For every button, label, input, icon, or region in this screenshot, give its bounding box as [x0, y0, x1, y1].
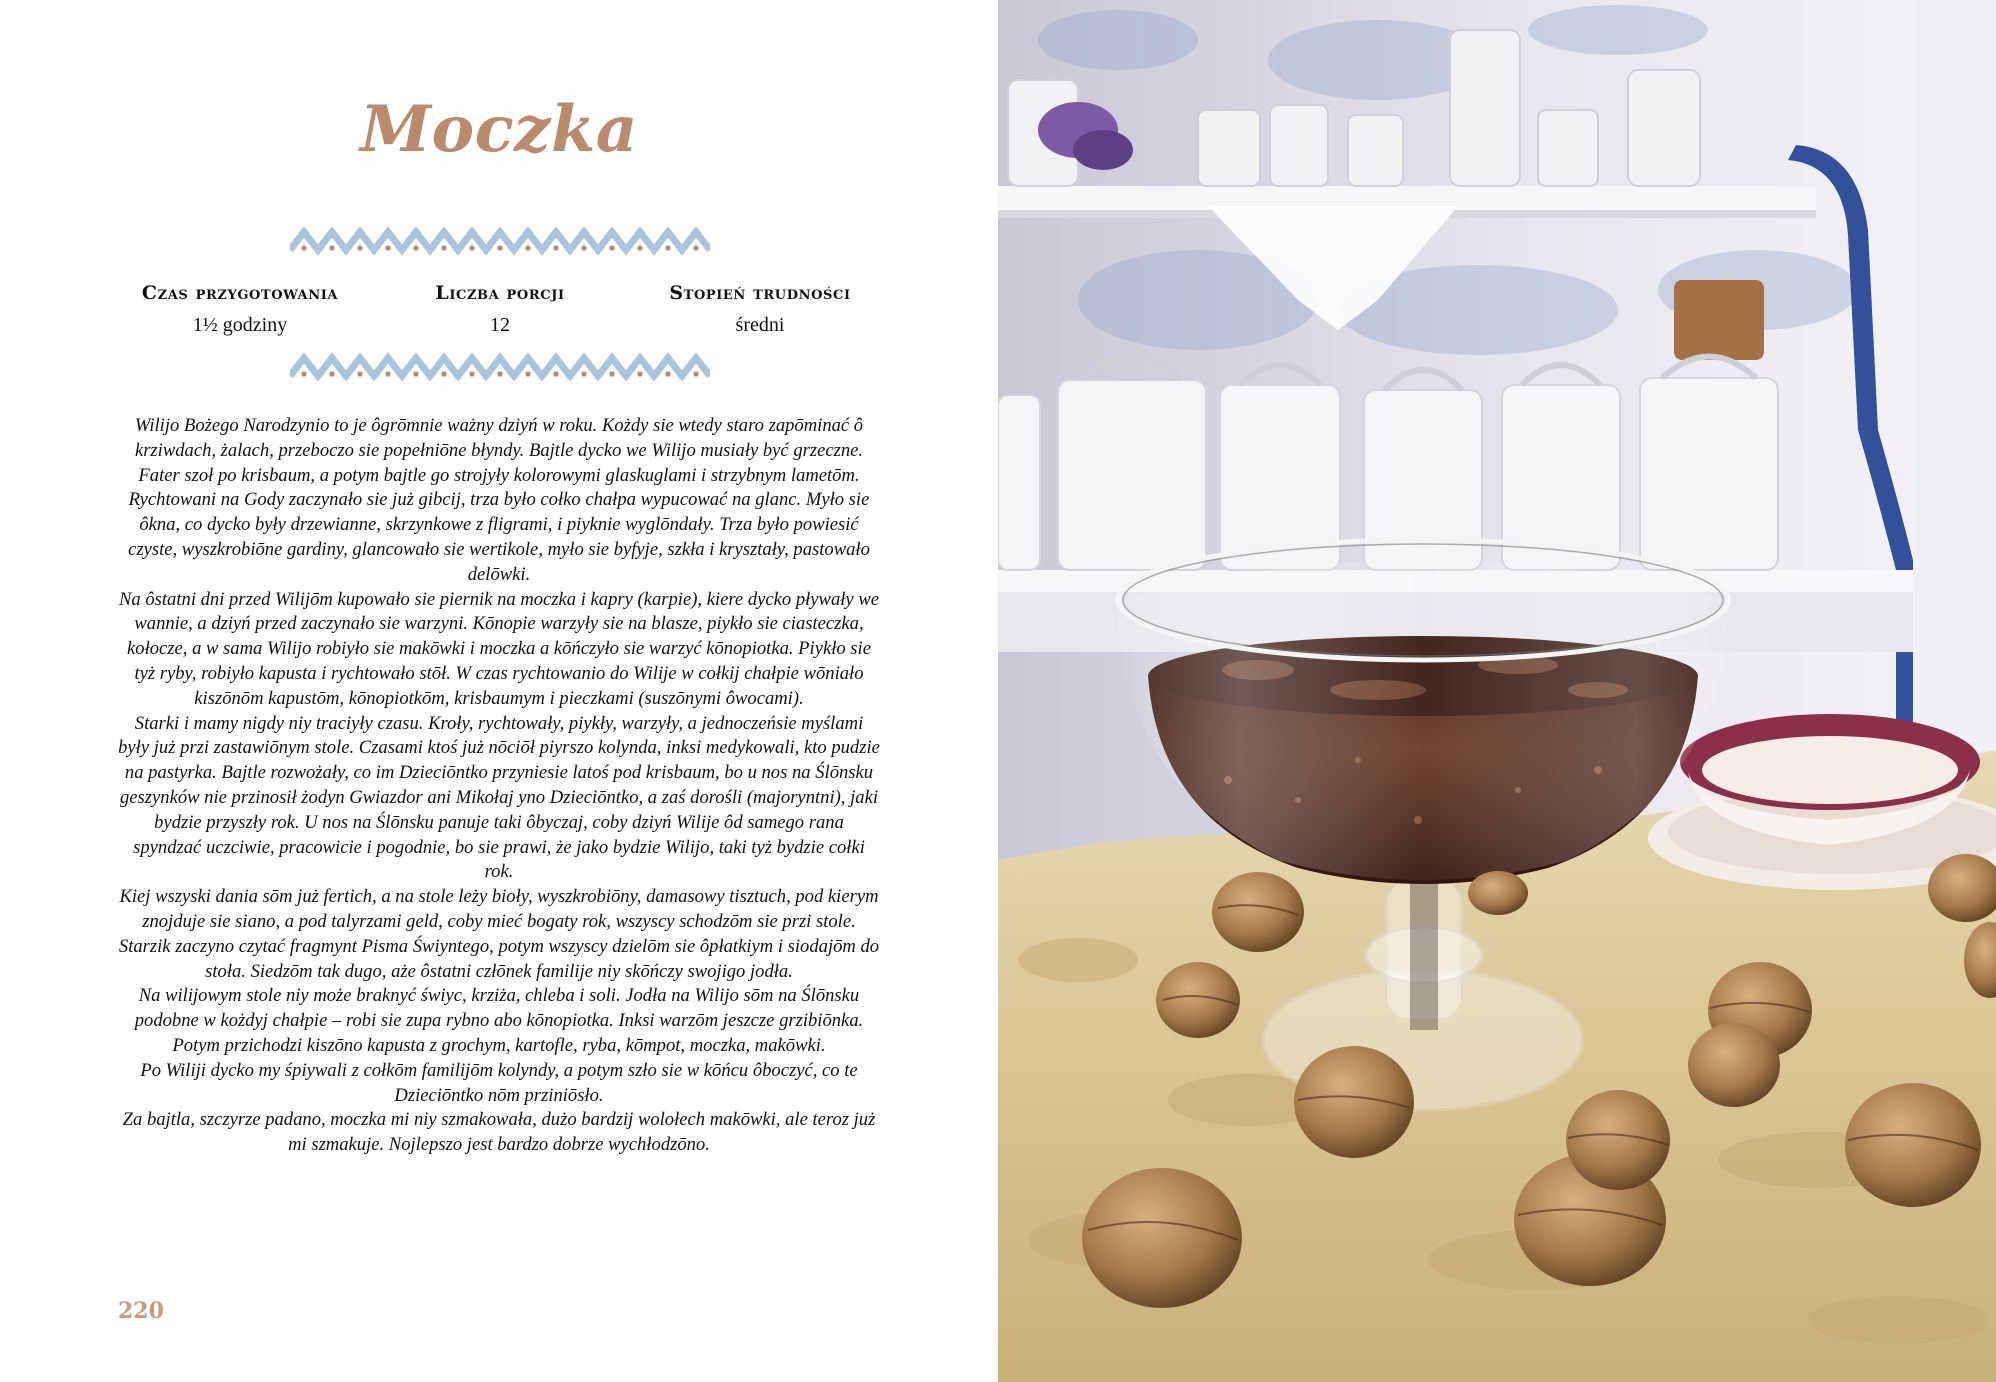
recipe-meta — [110, 282, 890, 337]
food-photo-icon — [998, 0, 1996, 1382]
recipe-title: Moczka — [360, 92, 638, 167]
story-paragraph: Kiej wszyski dania sōm już fertich, a na stole leży bioły, wyszkrobiōny, damasowy tisztuch, pod kierym znojduje sie siano, a pod talyrzami geld, coby mieć bogaty rok, wszyscy schodzōm sie przi stole. Starzik zaczyno czytać fragmynt Pisma Świyntego, potym wszyscy dzielōm sie ôpłatkiym i siodajōm do stoła. Siedzōm tak dugo, aże ôstatni człōnek familije niy skōńczy swojigo jodła. — [118, 886, 880, 982]
difficulty-label: Stopień trudności — [669, 282, 851, 304]
servings-value: 12 — [490, 314, 510, 336]
story-paragraph: Na wilijowym stole niy może braknyć świyc, krziża, chleba i soli. Jodła na Wilijo sōm na Ślōnsku podobne w kożdyj chałpie – robi sie zupa rybno abo kōnopiotka. Inksi warzōm jeszcze grzibiōnka. Potym przichodzi kiszōno kapusta z grochym, kartofle, ryba, kōmpot, moczka, makōwki. — [134, 985, 864, 1056]
difficulty — [630, 282, 890, 337]
servings-label: Liczba porcji — [435, 282, 565, 304]
prep-time-value: 1½ godziny — [192, 314, 288, 336]
prep-time — [110, 282, 370, 337]
story-paragraph: Starki i mamy nigdy niy traciyły czasu. Kroły, rychtowały, piykły, warzyły, a jednoczeńsie myślami były już przi zastawiōnym stole. Czasami ktoś już nōciōł piyrszo kolynda, inksi medykowali, kto pudzie na pastyrka. Bajtle rozwożały, co im Dzieciōntko przyniesie latoś pod krisbaum, bo u nos na Ślōnsku geszynków nie przinosił żodyn Gwiazdor ani Mikołaj yno Dzieciōntko, a zaś dorośli (majoryntni), jaki bydzie przyszły rok. U nos na Ślōnsku panuje taki ôbyczaj, coby dziyń Wilije ôd samego rana spyndzać uczciwie, pracowicie i pogodnie, bo sie prawi, że jako bydzie Wilijo, taki tyż bydzie cołki rok. — [118, 712, 880, 883]
right-page-photo — [998, 0, 1996, 1382]
zigzag-ornament-bottom-icon — [290, 350, 710, 382]
page-number: 220 — [118, 1298, 164, 1324]
prep-time-label: Czas przygotowania — [141, 282, 339, 304]
recipe-story — [118, 414, 880, 1158]
story-paragraph: Na ôstatni dni przed Wilijōm kupowało sie piernik na moczka i kapry (karpie), kiere dycko pływały we wannie, a dziyń przed zaczynało sie warzyni. Kōnopie warzyły sie na blasze, piykło sie ciasteczka, kołocze, a w sama Wilijo robiyło sie makōwki i moczka a kōńczyło sie warzyć kōnopiotka. Piykło sie tyż ryby, robiyło kapusta i rychtowało stōł. W czas rychtowanio do Wilije w cołkij chałpie wōniało kiszōnōm kapustōm, kōnopiotkōm, krisbaumym i pieczkami (suszōnymi ôwocami). — [119, 588, 879, 709]
difficulty-value: średni — [735, 314, 785, 336]
story-paragraph: Po Wiliji dycko my śpiywali z cołkōm familijōm kolyndy, a potym szło sie w kōńcu ôboczyć, co te Dzieciōntko nōm prziniōsło. — [140, 1059, 858, 1106]
servings — [400, 282, 600, 337]
story-paragraph: Wilijo Bożego Narodzynio to je ôgrōmnie ważny dziyń w roku. Kożdy sie wtedy staro zapōminać ô krziwdach, żalach, przeboczo sie popełniōne błyndy. Bajtle dycko we Wilijo musiały być grzeczne. Fater szoł po krisbaum, a potym bajtle go strojyły kolorowymi glaskuglami i strzybnym lametōm. Rychtowani na Gody zaczynało sie już gibcij, trza było cołko chałpa wypucować na glanc. Myło sie ôkna, co dycko były drzewianne, skrzynkowe z fligrami, i piyknie wyglōndały. Trza było powiesić czyste, wyszkrobiōne gardiny, glancowało sie wertikole, myło sie byfyje, szkła i kryształy, pastowało delōwki. — [128, 415, 870, 585]
zigzag-ornament-top-icon — [290, 224, 710, 256]
story-paragraph: Za bajtla, szczyrze padano, moczka mi niy szmakowała, dużo bardzij wolołech makōwki, ale teroz już mi szmakuje. Nojlepszo jest bardzo dobrze wychłodzōno. — [122, 1109, 876, 1156]
